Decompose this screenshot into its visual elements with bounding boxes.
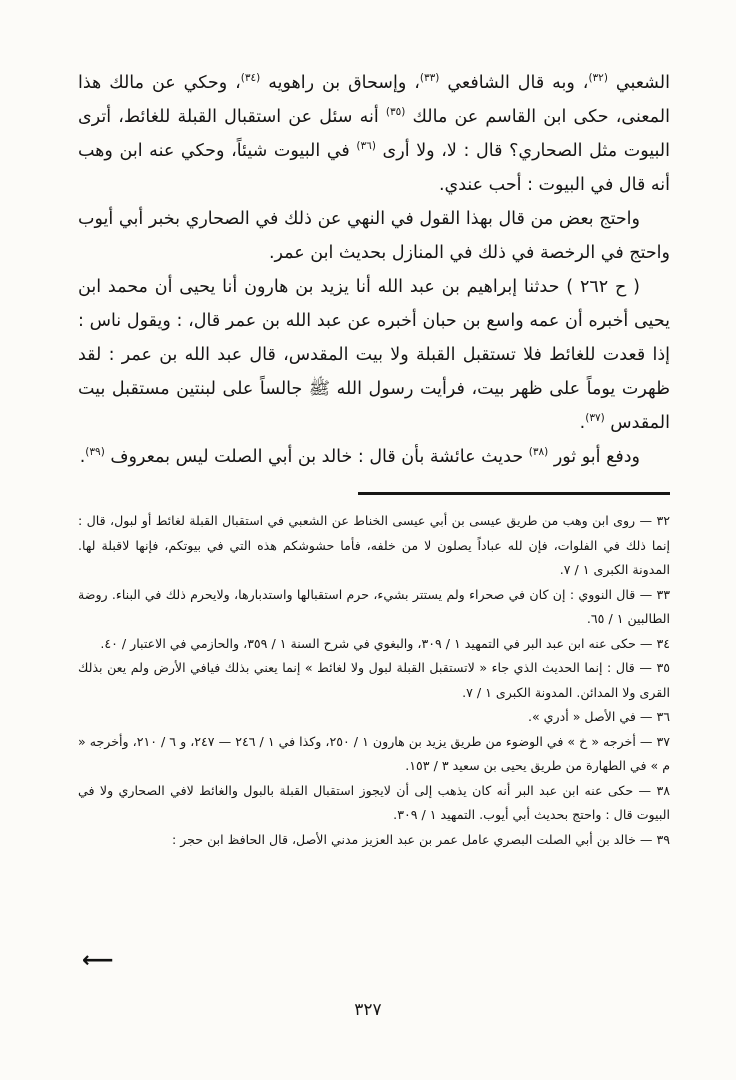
footnote: ٣٤ — حكى عنه ابن عبد البر في التمهيد ١ / ٣٠٩، والبغوي في شرح السنة ١ / ٣٥٩، والحازمي في الاعتبار / ٤٠.	[100, 635, 670, 651]
body-paragraph: واحتج بعض من قال بهذا القول في النهي عن ذلك في الصحاري بخبر أبي أيوب واحتج في الرخصة في ذلك في المنازل بحديث ابن عمر.	[78, 209, 670, 263]
footnote-ref: (٣٢)	[588, 72, 608, 84]
footnote: ٣٢ — روى ابن وهب من طريق عيسى بن أبي عيسى الخناط عن الشعبي في استقبال القبلة لغائط أو لبول، قال : إنما ذلك في الفلوات، فإن لله عباداً يصلون لا من خلفه، فأما حشوشكم هذه التي في بيوتكم، فإنها لاقبلة لها. المدونة الكبرى ١ / ٧.	[78, 513, 670, 577]
body-paragraph: ودفع أبو ثور $^{(٣٨)}$ حديث عائشة بأن قال : خالد بن أبي الصلت ليس بمعروف $^{(٣٩)}$.	[79, 446, 640, 467]
footnotes	[78, 509, 670, 852]
footnote: ٣٩ — خالد بن أبي الصلت البصري عامل عمر بن عبد العزيز مدني الأصل، قال الحافظ ابن حجر :	[171, 831, 670, 847]
main-text	[78, 66, 670, 474]
body-paragraph: ( ح ٢٦٢ ) حدثنا إبراهيم بن عبد الله أنا يزيد بن هارون أنا يحيى أن محمد ابن يحيى أخبره أن عمه واسع بن حبان أخبره عن عبد الله بن عمر قال، : ويقول ناس : إذا قعدت للغائط فلا تستقبل القبلة ولا بيت المقدس، قال عبد الله بن عمر : لقد ظهرت يوماً على ظهر بيت، فرأيت رسول الله ﷺ جالساً على لبنتين مستقبل بيت المقدس $^{(٣٧)}$.	[78, 277, 670, 433]
footnote-ref: (٣٤)	[240, 72, 261, 84]
footnote-separator	[358, 492, 670, 495]
footnote-ref: (٣٥)	[385, 106, 406, 118]
footnote: ٣٥ — قال : إنما الحديث الذي جاء « لاتستقبل القبلة لبول ولا لغائط » إنما يعني بذلك فيافي الأرض ولم يعن بذلك القرى ولا المدائن. المدونة الكبرى ١ / ٧.	[78, 660, 670, 700]
footnote-ref: (٣٩)	[85, 446, 105, 458]
footnote: ٣٨ — حكى عنه ابن عبد البر أنه كان يذهب إلى أن لايجوز استقبال القبلة بالبول والغائط لافي الصحاري ولا في البيوت قال : واحتج بحديث أبي أيوب. التمهيد ١ / ٣٠٩.	[78, 782, 670, 822]
footnote-ref: (٣٦)	[356, 140, 376, 152]
footnote-ref: (٣٧)	[585, 412, 605, 424]
footnote-ref: (٣٣)	[419, 72, 440, 84]
footnote: ٣٦ — في الأصل « أدري ».	[527, 709, 670, 724]
body-paragraph: الشعبي $^{(٣٢)}$، وبه قال الشافعي $^{(٣٣)}$، وإسحاق بن راهويه $^{(٣٤)}$، وحكي عن مالك هذا المعنى، حكى ابن القاسم عن مالك $^{(٣٥)}$ أنه سئل عن استقبال القبلة للغائط، أترى البيوت مثل الصحاري؟ قال : لا، ولا أرى $^{(٣٦)}$ في البيوت شيئاً، وحكي عنه ابن وهب أنه قال في البيوت : أحب عندي.	[78, 72, 670, 195]
footnote-ref: (٣٨)	[528, 446, 549, 458]
footnote: ٣٣ — قال النووي : إن كان في صحراء ولم يستتر بشيء، حرم استقبالها واستدبارها، ولايحرم ذلك في البناء. روضة الطالبين ١ / ٦٥.	[78, 586, 670, 626]
footnote: ٣٧ — أخرجه « خ » في الوضوء من طريق يزيد بن هارون ١ / ٢٥٠، وكذا في ١ / ٢٤٦ — ٢٤٧، و ٦ / ٢١٠، وأخرجه « م » في الطهارة من طريق يحيى بن سعيد ٣ / ١٥٣.	[78, 733, 671, 773]
page-number: ٣٢٧	[354, 1000, 382, 1020]
continuation-arrow-icon: ⟵	[82, 948, 114, 973]
